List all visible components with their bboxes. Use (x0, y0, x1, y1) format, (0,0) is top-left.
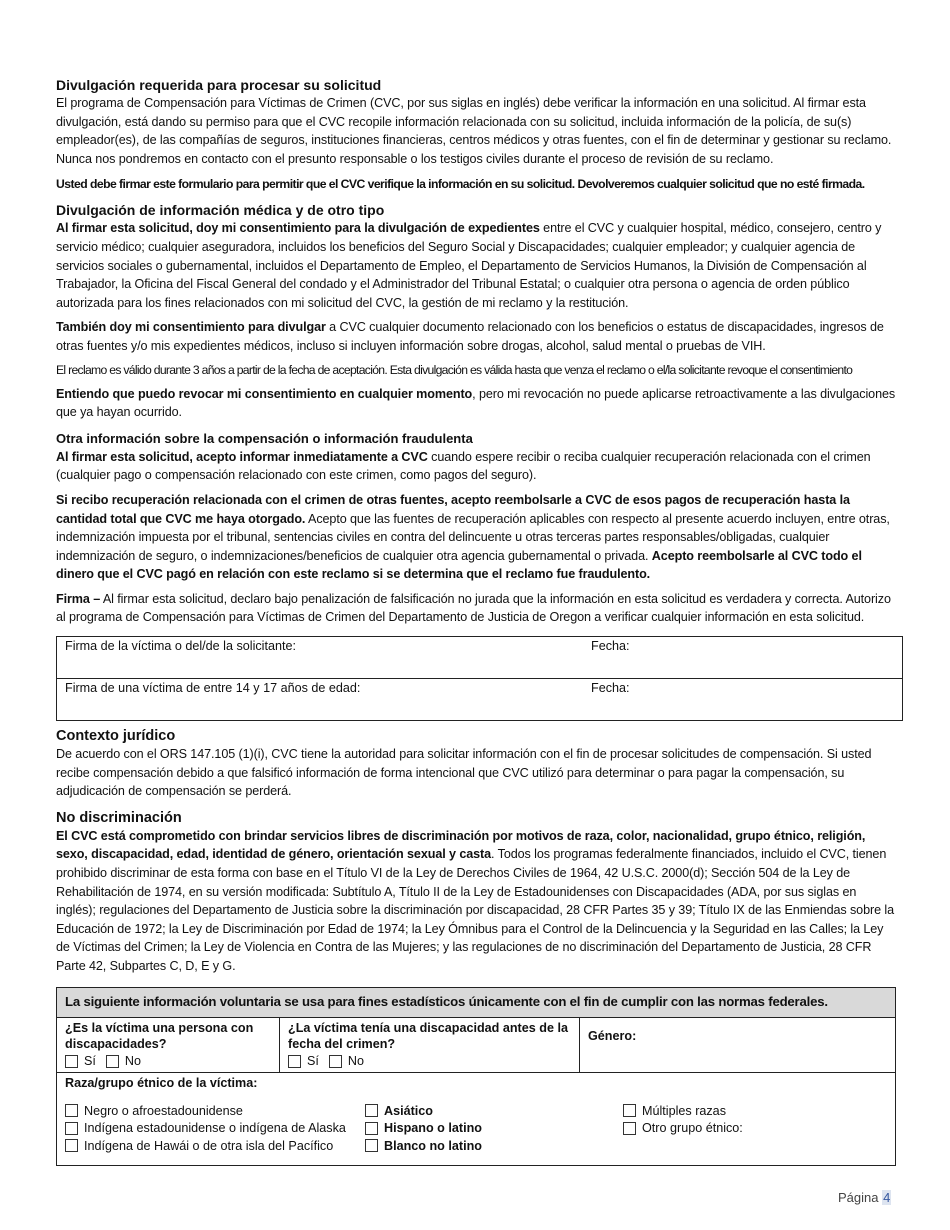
disclose-consent-paragraph (56, 318, 896, 355)
race-options (57, 1090, 895, 1165)
signature-lead: Firma – (56, 591, 101, 606)
prior-disability-cell (280, 1018, 580, 1072)
race-checkbox[interactable] (65, 1104, 78, 1117)
revoke-paragraph (56, 385, 896, 422)
disability-no-checkbox[interactable] (106, 1055, 119, 1068)
disclose-consent-bold: También doy mi consentimiento para divulgar (56, 320, 326, 335)
nondiscrimination-body (56, 827, 896, 976)
race-option[interactable] (365, 1137, 623, 1155)
race-checkbox[interactable] (365, 1122, 378, 1135)
race-checkbox[interactable] (623, 1122, 636, 1135)
reimburse-bold-b: Acepto reembolsarle al CVC todo el dinero que el CVC pagó en relación con este reclamo si se determina que el reclamo fue fraudulento. (56, 548, 862, 582)
race-option[interactable] (623, 1102, 887, 1120)
victim-date-field[interactable] (583, 637, 903, 679)
race-label: Blanco no latino (384, 1138, 482, 1153)
minor-signature-field[interactable] (57, 679, 584, 721)
disclosure-body: El programa de Compensación para Víctimas de Crimen (CVC, por sus siglas en inglés) debe verificar la información en una solicitud. Al firmar esta divulgación, está dando su permiso para que el CVC recopile información relacionada con su solicitud, incluida información de la policía, de su(s) empleador(es), de las compañías de seguros, instituciones financieras, centros médicos y otras fuentes, con el fin de determinar y gestionar su reclamo. Nunca nos pondremos en contacto con el presunto responsable o los testigos civiles durante el proceso de revisión de su reclamo. (56, 96, 892, 166)
signature-table (56, 636, 903, 721)
race-option[interactable] (65, 1120, 365, 1138)
disability-no-label: No (124, 1054, 142, 1068)
validity-notice: El reclamo es válido durante 3 años a partir de la fecha de aceptación. Esta divulgación es válida hasta que venza el reclamo o el/la solicitante revoque el consentimiento (56, 362, 853, 377)
nondiscrimination-text: . Todos los programas federalmente financiados, incluido el CVC, tienen prohibido discriminar de esta forma con base en el Título VI de la Ley de Derechos Civiles de 1964, 42 U.S.C. 2000(d); Sección 504 de la Ley de Rehabilitación de 1974, en su versión modificada: Subtítulo A, Título II de la Ley de Estadounidenses con Discapacidades (ADA, por sus siglas en inglés); regulaciones del Departamento de Justicia sobre la discriminación por discapacidad, 28 CFR Partes 35 y 39; Título IX de las Enmiendas sobre la Educación de 1972; la Ley de Discriminación por Edad de 1974; la Ley Ómnibus para el Control de la Delincuencia y la Seguridad en las Calles; la Ley de Víctimas del Crimen; la Ley de Violencia en Contra de las Mujeres; y las regulaciones de no discriminación del Departamento de Justicia, 28 CFR Parte 42, Subpartes C, D, E y G. (56, 847, 894, 973)
disclose-consent-text: a CVC cualquier documento relacionado con los beneficios o estatus de discapacidades, ingresos de otras fuentes y/o mis expedientes médicos, incluso si incluyen información sobre drogas, alcohol, salud mental o pruebas de VIH. (56, 320, 884, 353)
race-label: Asiático (384, 1103, 433, 1118)
disability-options (65, 1053, 271, 1069)
race-label: Indígena estadounidense o indígena de Alaska (84, 1121, 346, 1136)
medical-consent-text: entre el CVC y cualquier hospital, médico, consejero, centro y servicio médico; cualquier aseguradora, incluidos los beneficios del Seguro Social y Discapacidades; cualquier empleador; y cualquier agencia de servicios sociales o gubernamental, incluidos el Departamento de Empleo, el Departamento de Servicios Humanos, la División de Compensación al Trabajador, la Oficina del Fiscal General del condado y el Administrador del Tribunal Estatal; o cualquier otra persona o agencia de orden público autorizada para los fines relacionados con mi solicitud del CVC, la gestión de mi reclamo y la restitución. (56, 221, 882, 310)
recovery-report-text: cuando espere recibir o reciba cualquier recuperación relacionada con el crimen (cualquier pago o compensación relacionado con este crimen, como pagos del seguro). (56, 449, 871, 483)
race-option[interactable] (365, 1120, 623, 1138)
race-checkbox[interactable] (365, 1139, 378, 1152)
signature-text: Al firmar esta solicitud, declaro bajo penalización de falsificación no jurada que la información en esta solicitud es verdadera y correcta. Autorizo al programa de Compensación para Víctimas de Crimen del Departamento de Justicia de Oregon a verificar cualquier información en esta solicitud. (56, 591, 891, 625)
disability-cell (57, 1018, 280, 1072)
race-column-2 (365, 1102, 623, 1155)
gender-label: Género: (588, 1029, 637, 1043)
statistics-header: La siguiente información voluntaria se usa para fines estadísticos únicamente con el fin de cumplir con las normas federales. (57, 988, 895, 1018)
prior-disability-question: ¿La víctima tenía una discapacidad antes de la fecha del crimen? (288, 1021, 568, 1051)
signature-declaration (56, 590, 896, 627)
race-option[interactable] (365, 1102, 623, 1120)
race-label: Negro o afroestadounidense (84, 1103, 243, 1118)
medical-consent-bold: Al firmar esta solicitud, doy mi consentimiento para la divulgación de expedientes (56, 221, 540, 236)
statistics-table (56, 987, 896, 1166)
form-page (56, 76, 896, 976)
reimburse-paragraph (56, 491, 896, 584)
minor-signature-label: Firma de una víctima de entre 14 y 17 años de edad: (65, 681, 361, 696)
prior-disability-yes-checkbox[interactable] (288, 1055, 301, 1068)
minor-date-field[interactable] (583, 679, 903, 721)
prior-disability-yes-label: Sí (307, 1054, 319, 1068)
fraud-title: Otra información sobre la compensación o información fraudulenta (56, 430, 473, 446)
statistics-row (57, 1018, 895, 1073)
page-number-value: 4 (883, 1190, 891, 1205)
page-number (838, 1190, 891, 1205)
medical-disclosure-title: Divulgación de información médica y de otro tipo (56, 202, 385, 219)
race-checkbox[interactable] (623, 1104, 636, 1117)
disclosure-title: Divulgación requerida para procesar su solicitud (56, 77, 382, 93)
page-label: Página (838, 1190, 879, 1205)
medical-consent-paragraph (56, 219, 896, 312)
prior-disability-no-label: No (347, 1054, 365, 1068)
race-label: Indígena de Hawái o de otra isla del Pacífico (84, 1138, 334, 1153)
victim-date-label: Fecha: (591, 639, 630, 654)
disability-question: ¿Es la víctima una persona con discapacidades? (65, 1021, 254, 1051)
race-title: Raza/grupo étnico de la víctima: (65, 1076, 258, 1090)
disability-yes-label: Sí (84, 1054, 96, 1068)
nondiscrimination-bold: El CVC está comprometido con brindar servicios libres de discriminación por motivos de raza, color, nacionalidad, grupo étnico, religión, sexo, discapacidad, edad, identidad de género, orientación sexual y casta (56, 828, 866, 862)
revoke-bold: Entiendo que puedo revocar mi consentimiento en cualquier momento (56, 386, 473, 401)
race-label: Hispano o latino (384, 1121, 482, 1136)
race-checkbox[interactable] (65, 1139, 78, 1152)
race-option[interactable] (65, 1137, 365, 1155)
reimburse-text: Acepto que las fuentes de recuperación aplicables con respecto al presente acuerdo incluyen, entre otras, indemnización impuesta por el tribunal, sentencias civiles en contra del delincuente u otras terceras partes responsables/obligadas, cualquier indemnización de seguro, o indemnizaciones/beneficios de cualquier otra agencia gubernamental o privada. (56, 511, 890, 563)
recovery-report-paragraph (56, 448, 896, 485)
race-checkbox[interactable] (365, 1104, 378, 1117)
must-sign-notice: Usted debe firmar este formulario para permitir que el CVC verifique la información en su solicitud. Devolveremos cualquier solicitud que no esté firmada. (56, 177, 865, 192)
revoke-text: , pero mi revocación no puede aplicarse retroactivamente a las divulgaciones que ya hayan ocurrido. (56, 386, 896, 420)
race-option[interactable] (65, 1102, 365, 1120)
race-column-3 (623, 1102, 887, 1155)
prior-disability-options (288, 1053, 571, 1069)
prior-disability-no-checkbox[interactable] (329, 1055, 342, 1068)
race-column-1 (65, 1102, 365, 1155)
victim-signature-label: Firma de la víctima o del/de la solicitante: (65, 639, 296, 654)
recovery-report-bold: Al firmar esta solicitud, acepto informar inmediatamente a CVC (56, 449, 428, 464)
race-option[interactable] (623, 1120, 887, 1138)
reimburse-bold-a: Si recibo recuperación relacionada con el crimen de otras fuentes, acepto reembolsarle a CVC de esos pagos de recuperación hasta la cantidad total que CVC me haya otorgado. (56, 492, 850, 526)
legal-title: Contexto jurídico (56, 728, 176, 745)
race-label: Múltiples razas (642, 1103, 726, 1118)
nondiscrimination-title: No discriminación (56, 809, 182, 826)
minor-date-label: Fecha: (591, 681, 630, 696)
legal-body: De acuerdo con el ORS 147.105 (1)(i), CVC tiene la autoridad para solicitar información con el fin de procesar solicitudes de compensación. Si usted recibe compensación debido a que falsificó información de forma intencional que CVC utilizó para determinar o para pagar la compensación, su adjudicación de compensación se perderá. (56, 747, 872, 799)
victim-signature-field[interactable] (57, 637, 584, 679)
gender-field[interactable] (580, 1018, 895, 1072)
disability-yes-checkbox[interactable] (65, 1055, 78, 1068)
race-label: Otro grupo étnico: (642, 1121, 743, 1136)
race-checkbox[interactable] (65, 1122, 78, 1135)
